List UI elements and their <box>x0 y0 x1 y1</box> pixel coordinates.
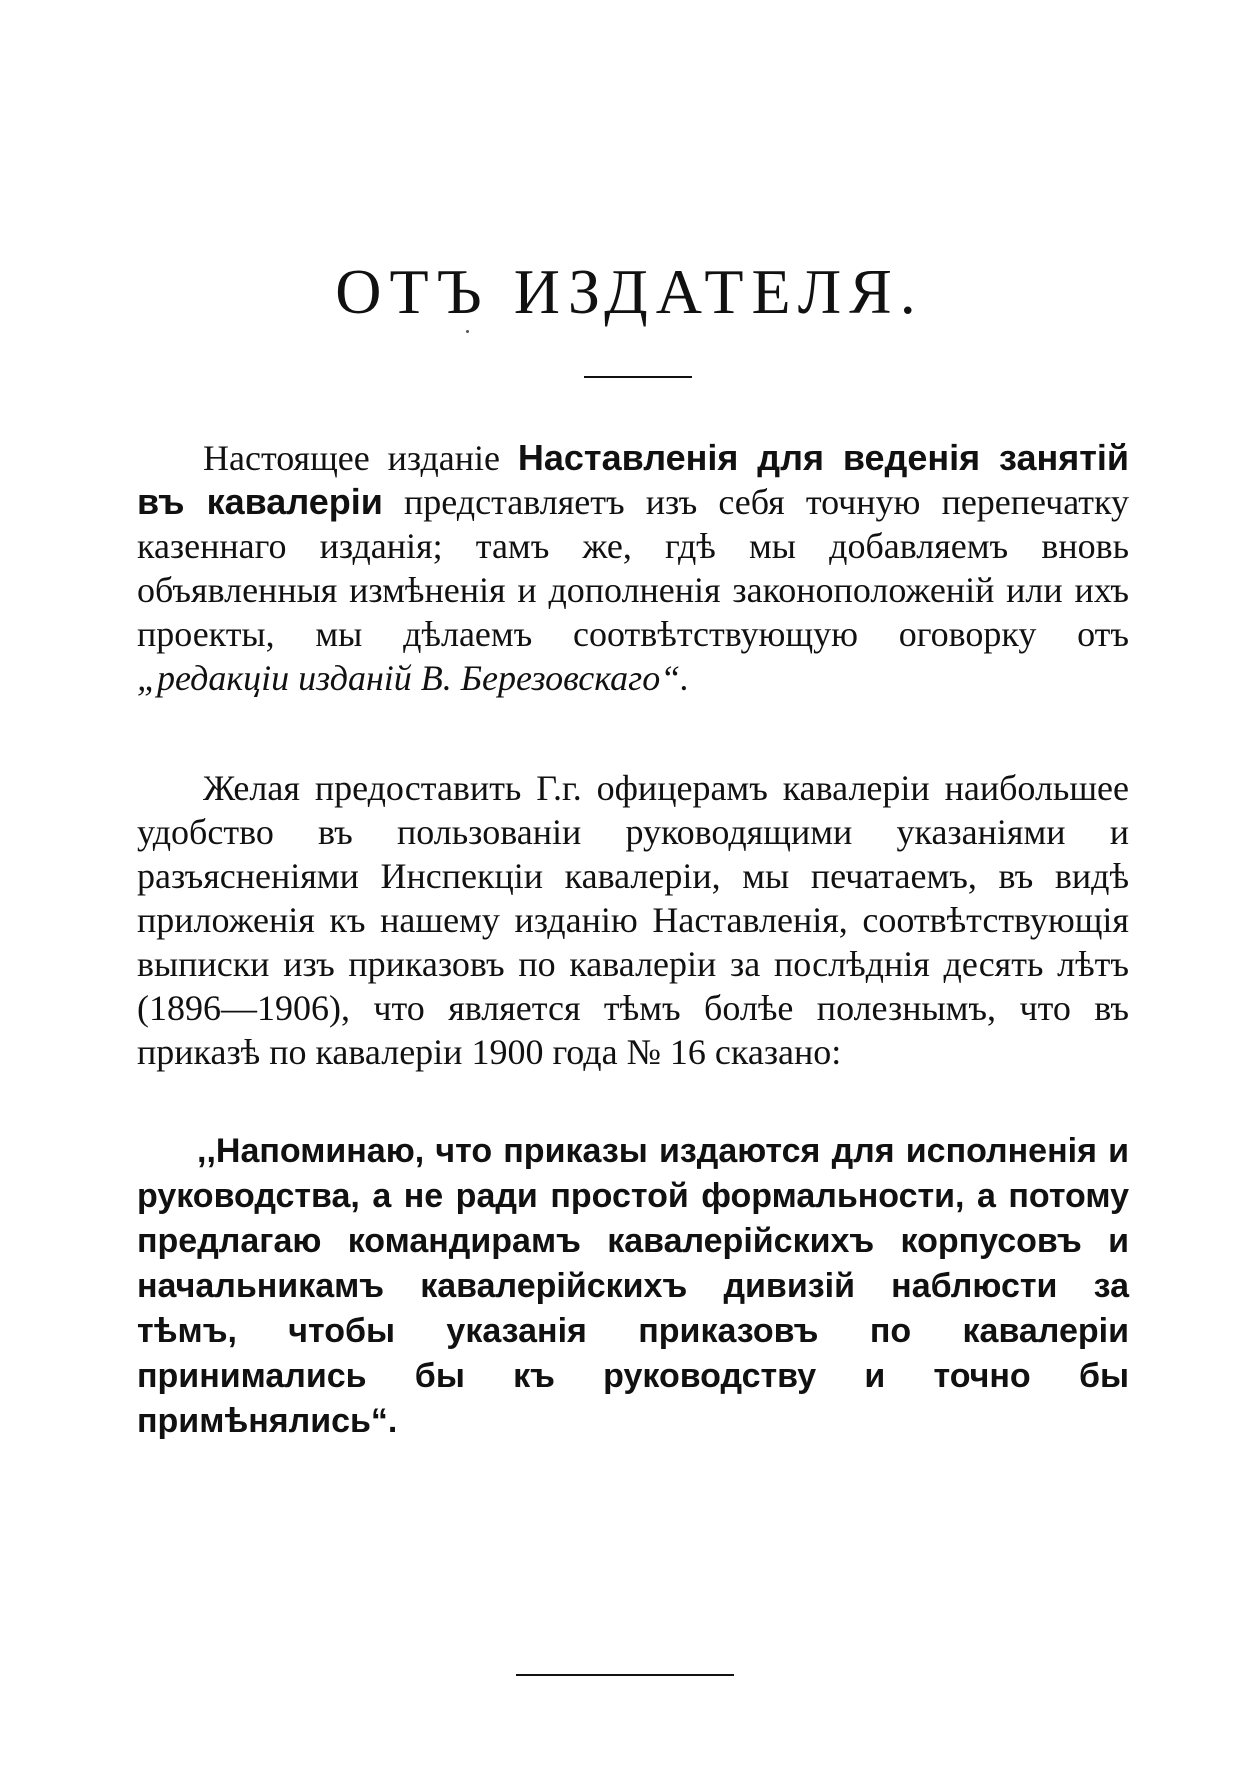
order-quote <box>137 1129 1129 1444</box>
page-title: ОТЪ ИЗДАТЕЛЯ. <box>335 256 924 327</box>
end-divider <box>516 1674 734 1676</box>
intro-lead: Настоящее изданіе <box>203 438 501 478</box>
intro-editor-note: „редакціи изданій В. Березовскаго“. <box>137 658 690 698</box>
purpose-text: Желая предоставить Г.г. офицерамъ кавалеріи наибольшее удобство въ пользованіи руководящими указаніями и разъясненіями Инспекціи кавалеріи, мы печатаемъ, въ видѣ приложенія къ нашему изданію Наставленія, соотвѣтствующія выписки изъ приказовъ по кавалеріи за послѣднія десять лѣтъ (1896—1906), что является тѣмъ болѣе полезнымъ, что въ приказѣ по кавалеріи 1900 года № 16 сказано: <box>137 768 1129 1072</box>
paragraph-intro <box>137 436 1129 700</box>
intro-body: представляетъ изъ себя точную перепечатку казеннаго изданія; тамъ же, гдѣ мы добавляемъ вновь объявленныя измѣненія и дополненія законоположеній или ихъ проекты, мы дѣлаемъ соотвѣтствующую оговорку отъ <box>137 482 1130 654</box>
paragraph-purpose <box>137 766 1129 1074</box>
title-divider <box>584 376 692 378</box>
quote-text: ,,Напоминаю, что приказы издаются для исполненія и руководства, а не ради простой формальности, а потому предлагаю командирамъ кавалерійскихъ корпусовъ и начальникамъ кавалерійскихъ дивизій наблюсти за тѣмъ, чтобы указанія приказовъ по кавалеріи принимались бы къ руководству и точно бы примѣнялись“. <box>137 1132 1129 1440</box>
print-speck <box>466 330 469 333</box>
intro-book-title: Наставленія для веденія занятій въ кавалеріи <box>137 437 1130 522</box>
